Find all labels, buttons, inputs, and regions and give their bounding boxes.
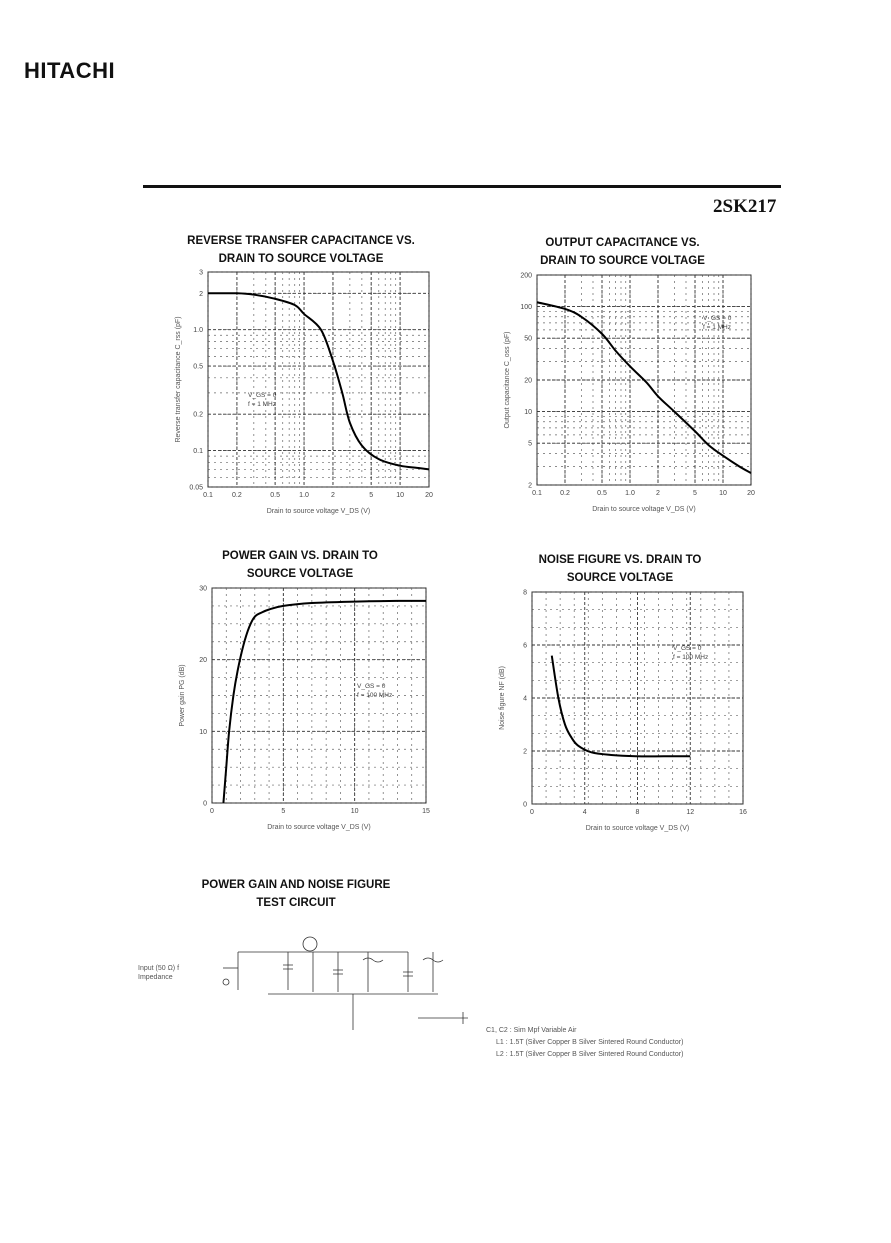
circuit-note-3: L2 : 1.5T (Silver Copper B Silver Sintered Round Conductor) — [496, 1051, 684, 1058]
gain-series-line-0 — [223, 601, 426, 803]
crss-ytick-label: 0.1 — [193, 448, 203, 456]
coss-chart — [495, 265, 765, 527]
nf-series-line-0 — [552, 656, 690, 757]
circuit-note-2: L1 : 1.5T (Silver Copper B Silver Sintered Round Conductor) — [496, 1039, 684, 1046]
coss-ytick-label: 5 — [528, 440, 532, 448]
crss-xtick-label: 1.0 — [299, 492, 309, 499]
nf-title-line1: NOISE FIGURE VS. DRAIN TO — [538, 554, 702, 566]
gain-ytick-label: 10 — [199, 728, 207, 736]
nf-yaxis-label: Noise figure NF (dB) — [499, 666, 506, 730]
gain-chart — [165, 578, 440, 833]
circuit-wiring — [223, 937, 468, 1030]
crss-xtick-label: 10 — [396, 492, 404, 499]
gain-title-line2: SOURCE VOLTAGE — [246, 568, 354, 580]
nf-annotation-1: f = 100 MHz — [673, 654, 709, 661]
coss-xtick-label: 1.0 — [625, 490, 635, 497]
crss-title-line2: DRAIN TO SOURCE VOLTAGE — [218, 253, 384, 265]
crss-plot-frame — [208, 272, 429, 487]
nf-xtick-label: 4 — [582, 809, 587, 816]
nf-ytick-label: 0 — [523, 801, 527, 809]
gain-xaxis-label: Drain to source voltage V_DS (V) — [267, 824, 371, 831]
circuit-note-1: C1, C2 : Sim Mpf Variable Air — [486, 1027, 577, 1034]
coss-ytick-label: 2 — [528, 482, 532, 490]
nf-chart — [490, 582, 755, 834]
gain-ytick-label: 0 — [203, 800, 207, 808]
circuit-title-line1: POWER GAIN AND NOISE FIGURE — [201, 879, 391, 891]
crss-xtick-label: 0.5 — [270, 492, 280, 499]
crss-chart — [165, 262, 445, 527]
crss-ytick-label: 0.2 — [193, 411, 203, 419]
crss-annotation-0: V_GS = 0 — [248, 392, 277, 399]
nf-xtick-label: 8 — [635, 809, 640, 816]
test-circuit-schematic — [138, 930, 738, 1065]
crss-ytick-label: 0.5 — [193, 363, 203, 371]
crss-ytick-label: 1.0 — [193, 327, 203, 335]
crss-xtick-label: 5 — [369, 492, 374, 499]
coss-ytick-label: 10 — [524, 409, 532, 417]
coss-annotation-1: f = 1 MHz — [703, 324, 731, 331]
coss-xtick-label: 0.2 — [560, 490, 570, 497]
gain-annotation-1: f = 100 MHz — [357, 692, 393, 699]
part-number: 2SK217 — [713, 196, 777, 217]
crss-ytick-label: 3 — [199, 269, 203, 277]
nf-ytick-label: 6 — [523, 642, 527, 650]
gain-xtick-label: 5 — [281, 808, 286, 815]
coss-ytick-label: 50 — [524, 335, 532, 343]
nf-xtick-label: 0 — [530, 809, 534, 816]
nf-ytick-label: 4 — [523, 695, 527, 703]
coss-title-line2: DRAIN TO SOURCE VOLTAGE — [540, 255, 705, 267]
crss-ytick-label: 0.05 — [189, 484, 203, 492]
gain-xtick-label: 0 — [210, 808, 214, 815]
nf-xtick-label: 16 — [739, 809, 747, 816]
coss-xtick-label: 10 — [719, 490, 727, 497]
nf-ytick-label: 8 — [523, 589, 527, 597]
crss-title-line1: REVERSE TRANSFER CAPACITANCE VS. — [187, 235, 415, 247]
coss-xtick-label: 0.1 — [532, 490, 542, 497]
gain-ytick-label: 30 — [199, 585, 207, 593]
crss-xtick-label: 2 — [331, 492, 335, 499]
circuit-input-label-2: Impedance — [138, 974, 173, 981]
gain-xtick-label: 10 — [350, 808, 359, 815]
coss-xtick-label: 5 — [693, 490, 697, 497]
crss-xaxis-label: Drain to source voltage V_DS (V) — [266, 508, 371, 515]
coss-ytick-label: 100 — [520, 304, 532, 312]
coss-yaxis-label: Output capacitance C_oss (pF) — [504, 331, 511, 429]
coss-xtick-label: 20 — [747, 490, 755, 497]
circuit-title-line2: TEST CIRCUIT — [256, 897, 336, 909]
nf-ytick-label: 2 — [523, 748, 527, 756]
coss-xtick-label: 2 — [656, 490, 660, 497]
crss-yaxis-label: Reverse transfer capacitance C_rss (pF) — [175, 316, 182, 443]
coss-xaxis-label: Drain to source voltage V_DS (V) — [592, 506, 696, 513]
coss-annotation-0: V_GS = 0 — [703, 315, 732, 322]
crss-xtick-label: 0.2 — [232, 492, 242, 499]
brand-logo: HITACHI — [24, 58, 116, 83]
crss-xtick-label: 0.1 — [203, 492, 213, 499]
gain-annotation-0: V_GS = 0 — [357, 683, 386, 690]
gain-yaxis-label: Power gain PG (dB) — [179, 664, 186, 727]
nf-title-line2: SOURCE VOLTAGE — [566, 572, 674, 584]
header-rule — [143, 185, 781, 188]
crss-xtick-label: 20 — [425, 492, 433, 499]
coss-xtick-label: 0.5 — [597, 490, 607, 497]
circuit-title — [185, 876, 407, 912]
circuit-input-label-1: Input (50 Ω) f — [138, 965, 180, 972]
gain-title-line1: POWER GAIN VS. DRAIN TO — [222, 550, 378, 562]
coss-title-line1: OUTPUT CAPACITANCE VS. — [545, 237, 700, 249]
crss-ytick-label: 2 — [199, 290, 203, 298]
nf-annotation-0: V_GS = 0 — [673, 645, 702, 652]
coss-ytick-label: 20 — [524, 377, 532, 385]
crss-annotation-1: f = 1 MHz — [248, 401, 276, 408]
nf-xtick-label: 12 — [686, 809, 695, 816]
gain-xtick-label: 15 — [422, 808, 430, 815]
coss-ytick-label: 200 — [520, 272, 532, 280]
gain-ytick-label: 20 — [199, 657, 207, 665]
nf-xaxis-label: Drain to source voltage V_DS (V) — [585, 825, 690, 832]
